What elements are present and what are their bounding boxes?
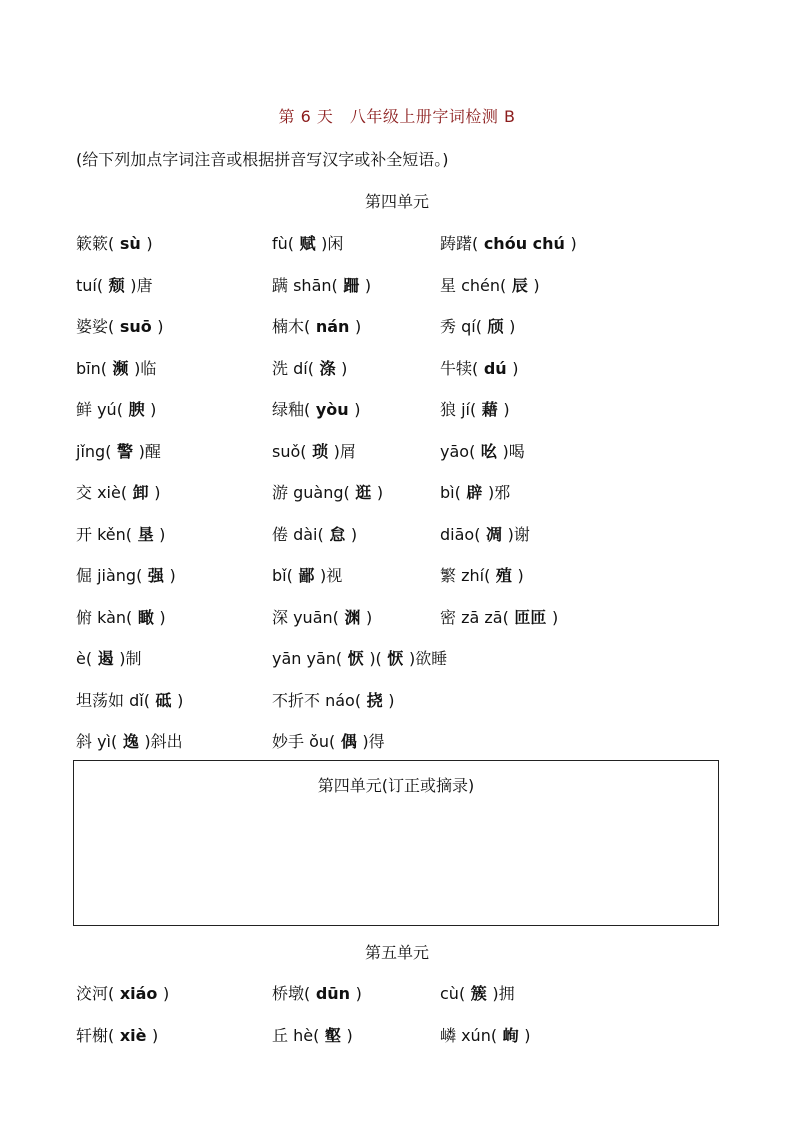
word-item xyxy=(440,981,515,1004)
word-answer: chóu chú xyxy=(478,234,571,253)
word-prompt: 妙手 ǒu( xyxy=(272,732,336,751)
word-answer: 逛 xyxy=(349,483,377,502)
word-answer: 辰 xyxy=(506,275,534,295)
word-answer: yòu xyxy=(310,400,355,419)
word-prompt: cù( xyxy=(440,984,466,1003)
word-row xyxy=(76,688,716,730)
word-item xyxy=(272,356,347,379)
word-answer: dūn xyxy=(310,984,356,1003)
word-prompt: 踌躇( xyxy=(440,234,479,253)
word-item xyxy=(440,480,510,503)
word-suffix: ) xyxy=(341,358,348,378)
word-suffix: ) xyxy=(150,400,157,419)
word-answer: 峋 xyxy=(497,1025,525,1045)
word-item xyxy=(272,480,383,503)
word-prompt: yān yān( xyxy=(272,649,343,668)
word-suffix: )喝 xyxy=(502,441,525,461)
word-item xyxy=(272,314,361,337)
word-item xyxy=(76,688,183,711)
word-item xyxy=(440,356,518,379)
word-item xyxy=(76,646,142,669)
unit5-heading: 第五单元 xyxy=(364,943,429,962)
word-row xyxy=(76,231,716,273)
word-suffix: ) xyxy=(157,317,164,336)
word-item xyxy=(440,397,510,420)
word-suffix: )闲 xyxy=(321,234,344,253)
word-answer: sù xyxy=(114,234,147,253)
correction-box-title: 第四单元(订正或摘录) xyxy=(317,776,475,795)
word-item xyxy=(76,273,153,296)
word-answer: 殖 xyxy=(490,566,518,585)
word-item xyxy=(272,522,357,545)
word-prompt: suǒ( xyxy=(272,441,307,461)
word-suffix: ) xyxy=(154,483,161,502)
word-suffix: ) xyxy=(551,607,559,627)
word-answer: 涤 xyxy=(313,358,342,378)
word-item xyxy=(272,439,356,462)
word-answer: 赋 xyxy=(294,234,322,253)
word-suffix: ) xyxy=(517,566,524,585)
word-item xyxy=(440,314,515,337)
word-prompt: 交 xiè( xyxy=(76,483,128,502)
word-prompt: 游 guàng( xyxy=(272,483,350,502)
word-suffix: )醒 xyxy=(138,441,161,461)
word-suffix: )欲睡 xyxy=(408,649,448,668)
word-item xyxy=(76,314,164,337)
word-item xyxy=(272,981,362,1004)
word-suffix: ) xyxy=(355,984,362,1003)
word-answer: 逸 xyxy=(117,732,145,751)
word-prompt: 深 yuān( xyxy=(272,607,339,627)
word-row xyxy=(76,563,716,605)
word-answer: 渊 xyxy=(338,607,367,627)
word-item xyxy=(272,397,360,420)
word-prompt: 丘 hè( xyxy=(272,1025,320,1045)
word-suffix: ) xyxy=(366,607,373,627)
word-row xyxy=(76,356,716,398)
word-answer: 遏 xyxy=(92,649,120,668)
word-answer: 警 xyxy=(111,441,139,461)
word-suffix: ) xyxy=(159,524,166,544)
word-answer: 濒 xyxy=(106,358,135,378)
word-row xyxy=(76,273,716,315)
instruction-text: (给下列加点字词注音或根据拼音写汉字或补全短语。) xyxy=(76,150,449,169)
correction-box[interactable] xyxy=(73,760,719,926)
word-suffix: )制 xyxy=(119,649,142,668)
word-prompt: 桥墩( xyxy=(272,984,311,1003)
word-answer: 垦 xyxy=(132,524,160,544)
word-answer: 恹 xyxy=(342,649,370,668)
word-suffix: )屑 xyxy=(333,441,356,461)
word-prompt: 蹒 shān( xyxy=(272,275,338,295)
word-prompt: 洗 dí( xyxy=(272,358,314,378)
word-prompt: 倦 dài( xyxy=(272,524,324,544)
word-item xyxy=(76,605,166,628)
word-row xyxy=(76,605,716,647)
word-suffix: )得 xyxy=(362,732,385,751)
word-prompt: 婆娑( xyxy=(76,317,115,336)
word-answer: 瞰 xyxy=(132,607,160,627)
word-answer: 藉 xyxy=(476,400,504,419)
word-suffix: ) xyxy=(177,690,184,710)
word-answer: 鄙 xyxy=(292,566,320,585)
word-item xyxy=(76,231,153,254)
word-answer: 偶 xyxy=(335,732,363,751)
word-item xyxy=(76,439,161,462)
word-item xyxy=(440,439,525,462)
word-answer: 跚 xyxy=(337,275,365,295)
word-suffix: ) xyxy=(388,690,395,710)
word-answer: 恹 xyxy=(381,649,409,668)
word-suffix: )( xyxy=(369,649,382,668)
word-item xyxy=(272,1023,353,1046)
word-prompt: yāo( xyxy=(440,441,476,461)
word-suffix: ) xyxy=(509,317,516,336)
word-suffix: )谢 xyxy=(507,524,530,544)
word-item xyxy=(440,273,540,296)
word-suffix: )视 xyxy=(320,566,343,585)
word-item xyxy=(272,563,342,586)
word-row xyxy=(76,522,716,564)
word-suffix: )斜出 xyxy=(144,732,183,751)
word-prompt: 倔 jiàng( xyxy=(76,566,143,585)
word-answer: 簇 xyxy=(465,984,493,1003)
word-suffix: ) xyxy=(159,607,166,627)
word-row xyxy=(76,314,716,356)
word-prompt: 密 zā zā( xyxy=(440,607,509,627)
word-answer: 辟 xyxy=(460,483,488,502)
word-answer: 卸 xyxy=(127,483,155,502)
word-prompt: 牛犊( xyxy=(440,358,479,378)
word-prompt: 俯 kàn( xyxy=(76,607,133,627)
word-prompt: jǐng( xyxy=(76,441,112,461)
word-suffix: ) xyxy=(512,358,519,378)
word-item xyxy=(440,1023,531,1046)
word-answer: 凋 xyxy=(480,524,508,544)
word-row xyxy=(76,1023,716,1065)
word-prompt: 簌簌( xyxy=(76,234,115,253)
word-prompt: bì( xyxy=(440,483,461,502)
word-suffix: ) xyxy=(162,984,170,1003)
word-item xyxy=(76,397,156,420)
word-prompt: 轩榭( xyxy=(76,1025,115,1045)
word-item xyxy=(272,688,394,711)
word-suffix: )临 xyxy=(134,358,157,378)
word-item xyxy=(440,522,530,545)
word-suffix: ) xyxy=(364,275,372,295)
word-answer: 强 xyxy=(142,566,170,585)
word-prompt: 秀 qí( xyxy=(440,317,482,336)
word-item xyxy=(76,480,161,503)
word-suffix: ) xyxy=(354,400,361,419)
word-prompt: bīn( xyxy=(76,358,107,378)
word-suffix: ) xyxy=(503,400,510,419)
word-answer: 琐 xyxy=(306,441,334,461)
unit4-word-grid xyxy=(76,231,716,771)
word-row xyxy=(76,480,716,522)
word-prompt: 斜 yì( xyxy=(76,732,118,751)
word-suffix: ) xyxy=(570,234,577,253)
word-item xyxy=(76,356,156,379)
word-answer: 吆 xyxy=(475,441,503,461)
word-answer: 颀 xyxy=(481,317,510,336)
word-prompt: 鲜 yú( xyxy=(76,400,123,419)
word-answer: xiè xyxy=(114,1025,153,1045)
page-title: 第 6 天 八年级上册字词检测 B xyxy=(278,107,516,126)
word-item xyxy=(76,563,176,586)
word-suffix: )邪 xyxy=(488,483,511,502)
word-answer: 怠 xyxy=(323,524,351,544)
word-prompt: bǐ( xyxy=(272,566,293,585)
word-prompt: 嶙 xún( xyxy=(440,1025,498,1045)
word-item xyxy=(76,522,165,545)
word-prompt: 洨河( xyxy=(76,984,115,1003)
word-row xyxy=(76,646,716,688)
word-suffix: ) xyxy=(146,234,153,253)
word-answer: xiáo xyxy=(114,984,163,1003)
word-item xyxy=(440,605,558,628)
word-item xyxy=(272,605,372,628)
word-answer: 砥 xyxy=(149,690,178,710)
word-item xyxy=(440,231,577,254)
word-suffix: ) xyxy=(376,483,384,502)
word-answer: 挠 xyxy=(361,690,389,710)
word-answer: 腴 xyxy=(122,400,151,419)
word-suffix: ) xyxy=(169,566,176,585)
word-suffix: ) xyxy=(533,275,540,295)
word-item xyxy=(272,729,385,752)
word-answer: suō xyxy=(114,317,158,336)
word-suffix: ) xyxy=(350,524,358,544)
word-prompt: 星 chén( xyxy=(440,275,507,295)
word-answer: nán xyxy=(310,317,355,336)
word-prompt: diāo( xyxy=(440,524,481,544)
word-suffix: ) xyxy=(346,1025,353,1045)
word-suffix: ) xyxy=(152,1025,159,1045)
word-suffix: )拥 xyxy=(492,984,515,1003)
word-row xyxy=(76,981,716,1023)
word-item xyxy=(76,981,169,1004)
word-prompt: fù( xyxy=(272,234,295,253)
word-prompt: 不折不 náo( xyxy=(272,690,362,710)
word-answer: 壑 xyxy=(319,1025,347,1045)
word-suffix: ) xyxy=(354,317,362,336)
word-item xyxy=(272,646,447,669)
word-prompt: è( xyxy=(76,649,93,668)
word-prompt: 狼 jí( xyxy=(440,400,477,419)
word-prompt: 开 kěn( xyxy=(76,524,133,544)
word-answer: dú xyxy=(478,358,513,378)
word-prompt: 繁 zhí( xyxy=(440,566,491,585)
word-suffix: )唐 xyxy=(130,275,153,295)
word-item xyxy=(272,273,371,296)
unit5-word-grid xyxy=(76,981,716,1064)
word-row xyxy=(76,439,716,481)
word-item xyxy=(76,1023,158,1046)
word-item xyxy=(76,729,183,752)
word-item xyxy=(272,231,343,254)
word-prompt: 坦荡如 dǐ( xyxy=(76,690,150,710)
word-item xyxy=(440,563,524,586)
word-suffix: ) xyxy=(524,1025,531,1045)
word-prompt: 绿釉( xyxy=(272,400,311,419)
word-prompt: 楠木( xyxy=(272,317,311,336)
word-answer: 匝匝 xyxy=(508,607,552,627)
word-row xyxy=(76,397,716,439)
unit4-heading: 第四单元 xyxy=(364,192,429,211)
word-prompt: tuí( xyxy=(76,275,104,295)
word-answer: 颓 xyxy=(103,275,131,295)
